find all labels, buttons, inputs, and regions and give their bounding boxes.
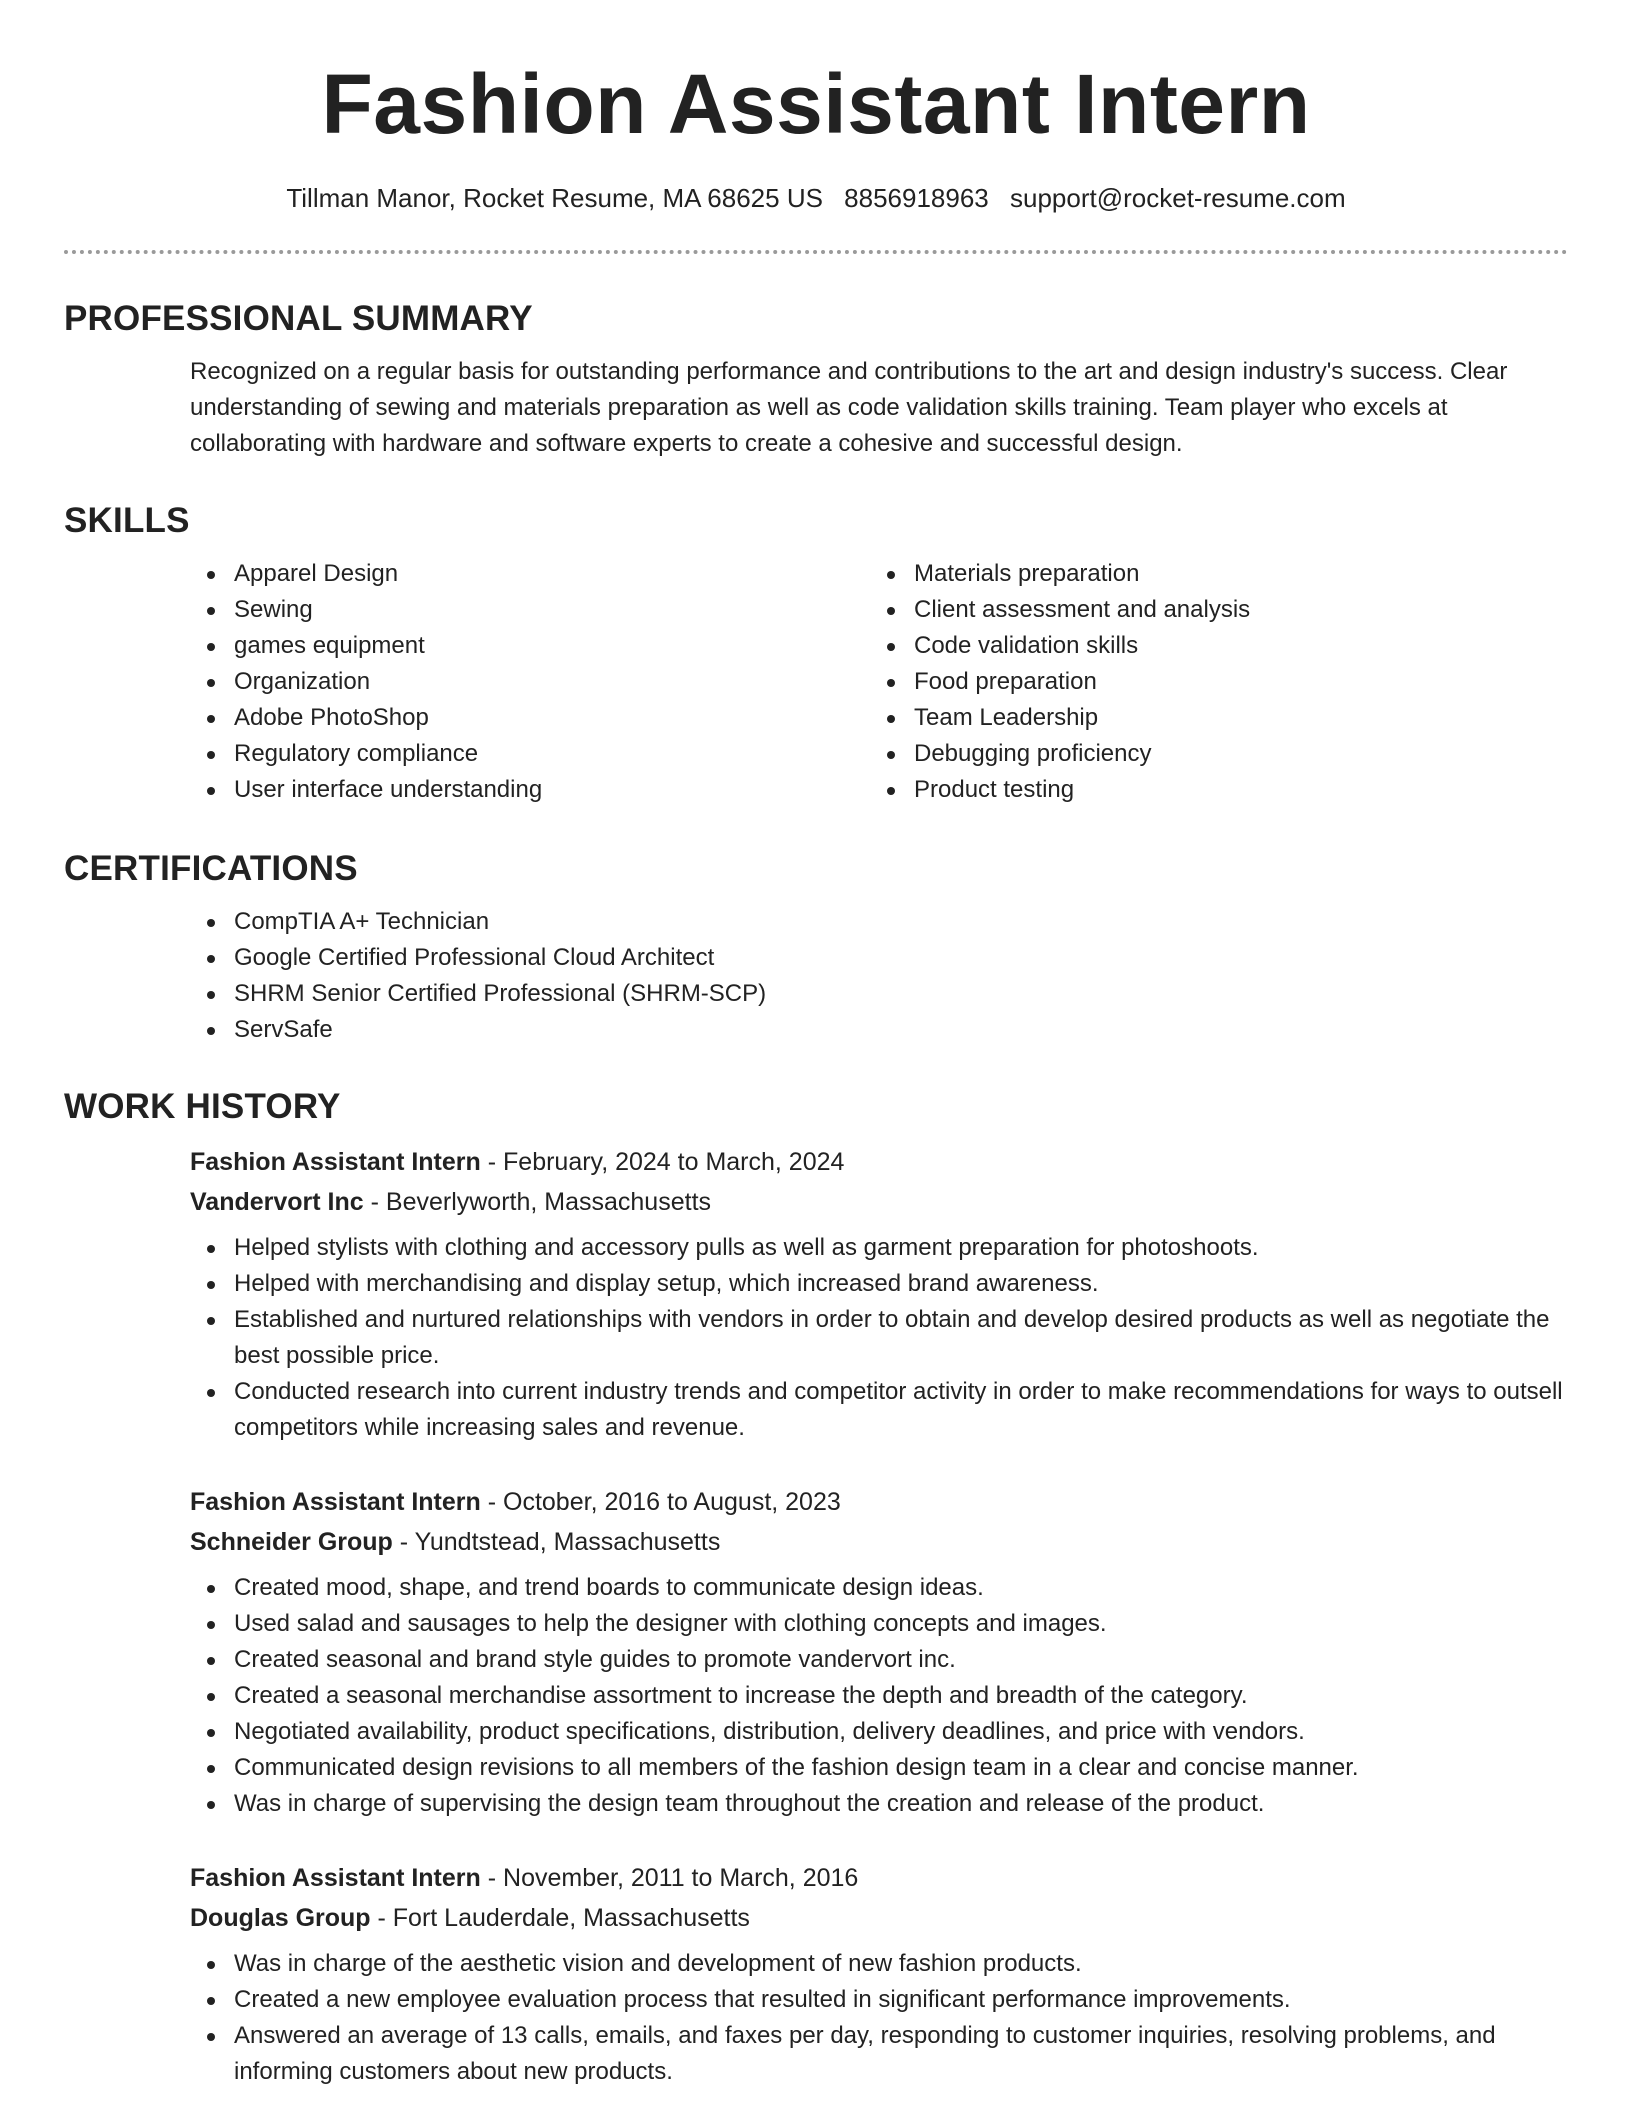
contact-email: support@rocket-resume.com xyxy=(1010,183,1346,213)
job-bullet: Created a seasonal merchandise assortment to increase the depth and breadth of the category. xyxy=(234,1678,1568,1714)
certifications-list xyxy=(64,904,1568,1048)
skill-item: Apparel Design xyxy=(234,556,744,592)
certification-item: Google Certified Professional Cloud Architect xyxy=(234,940,1568,976)
contact-phone: 8856918963 xyxy=(844,183,989,213)
skills-section xyxy=(64,498,1568,808)
job-dates: - October, 2016 to August, 2023 xyxy=(480,1488,841,1516)
skill-item: games equipment xyxy=(234,628,744,664)
job-bullets xyxy=(190,1946,1568,2090)
work-history-section xyxy=(64,1084,1568,2090)
job-bullet: Answered an average of 13 calls, emails, and faxes per day, responding to customer inquiries, resolving problems, and informing customers about new products. xyxy=(234,2018,1568,2090)
job-dates: - February, 2024 to March, 2024 xyxy=(480,1148,845,1176)
job-company: Douglas Group xyxy=(190,1904,371,1932)
job-location: - Fort Lauderdale, Massachusetts xyxy=(370,1904,750,1932)
certification-item: ServSafe xyxy=(234,1012,1568,1048)
skill-item: Product testing xyxy=(914,772,1514,808)
job-bullet: Created mood, shape, and trend boards to communicate design ideas. xyxy=(234,1570,1568,1606)
skill-item: User interface understanding xyxy=(234,772,744,808)
skill-item: Adobe PhotoShop xyxy=(234,700,744,736)
section-heading-skills: SKILLS xyxy=(64,501,190,540)
resume-title: Fashion Assistant Intern xyxy=(321,57,1311,151)
job-title: Fashion Assistant Intern xyxy=(190,1148,481,1176)
job-bullet: Established and nurtured relationships with vendors in order to obtain and develop desired products as well as negotiate the best possible price. xyxy=(234,1302,1568,1374)
skills-columns xyxy=(64,556,1568,808)
section-heading-summary: PROFESSIONAL SUMMARY xyxy=(64,299,533,338)
job-bullet: Created seasonal and brand style guides to promote vandervort inc. xyxy=(234,1642,1568,1678)
job-bullet: Helped stylists with clothing and accessory pulls as well as garment preparation for photoshoots. xyxy=(234,1230,1568,1266)
job-location: - Yundtstead, Massachusetts xyxy=(392,1528,721,1556)
skill-item: Code validation skills xyxy=(914,628,1514,664)
summary-text: Recognized on a regular basis for outstanding performance and contributions to the art and design industry's success. Clear understanding of sewing and materials preparation as well as code validation skills training. Team player who excels at collaborating with hardware and software experts to create a cohesive and successful design. xyxy=(190,358,1508,457)
skill-item: Regulatory compliance xyxy=(234,736,744,772)
job-title: Fashion Assistant Intern xyxy=(190,1488,481,1516)
job-bullet: Communicated design revisions to all members of the fashion design team in a clear and concise manner. xyxy=(234,1750,1568,1786)
skill-item: Team Leadership xyxy=(914,700,1514,736)
job-company-line xyxy=(190,1182,1568,1222)
skill-item: Debugging proficiency xyxy=(914,736,1514,772)
job-entry xyxy=(190,1858,1568,2090)
skill-item: Organization xyxy=(234,664,744,700)
job-title-line xyxy=(190,1482,1568,1522)
job-entry xyxy=(190,1142,1568,1446)
job-title-line xyxy=(190,1142,1568,1182)
job-company: Vandervort Inc xyxy=(190,1188,364,1216)
job-bullets xyxy=(190,1230,1568,1446)
certifications-section xyxy=(64,846,1568,1048)
job-bullet: Used salad and sausages to help the designer with clothing concepts and images. xyxy=(234,1606,1568,1642)
job-location: - Beverlyworth, Massachusetts xyxy=(363,1188,712,1216)
job-title-line xyxy=(190,1858,1568,1898)
header-divider xyxy=(64,250,1568,254)
job-bullet: Negotiated availability, product specifications, distribution, delivery deadlines, and price with vendors. xyxy=(234,1714,1568,1750)
skills-list-left xyxy=(64,556,744,808)
skill-item: Sewing xyxy=(234,592,744,628)
job-entry xyxy=(190,1482,1568,1822)
section-heading-work-history: WORK HISTORY xyxy=(64,1087,341,1126)
summary-section xyxy=(64,296,1568,462)
job-bullet: Conducted research into current industry trends and competitor activity in order to make recommendations for ways to outsell competitors while increasing sales and revenue. xyxy=(234,1374,1568,1446)
job-bullets xyxy=(190,1570,1568,1822)
contact-line xyxy=(0,178,1632,218)
skills-list-right xyxy=(744,556,1514,808)
certification-item: CompTIA A+ Technician xyxy=(234,904,1568,940)
job-bullet: Was in charge of the aesthetic vision and development of new fashion products. xyxy=(234,1946,1568,1982)
job-bullet: Helped with merchandising and display setup, which increased brand awareness. xyxy=(234,1266,1568,1302)
job-title: Fashion Assistant Intern xyxy=(190,1864,481,1892)
job-company-line xyxy=(190,1898,1568,1938)
skill-item: Food preparation xyxy=(914,664,1514,700)
contact-address: Tillman Manor, Rocket Resume, MA 68625 US xyxy=(286,183,823,213)
job-dates: - November, 2011 to March, 2016 xyxy=(480,1864,859,1892)
job-bullet: Created a new employee evaluation process that resulted in significant performance improvements. xyxy=(234,1982,1568,2018)
job-company-line xyxy=(190,1522,1568,1562)
job-company: Schneider Group xyxy=(190,1528,393,1556)
skill-item: Client assessment and analysis xyxy=(914,592,1514,628)
certification-item: SHRM Senior Certified Professional (SHRM-SCP) xyxy=(234,976,1568,1012)
job-bullet: Was in charge of supervising the design team throughout the creation and release of the product. xyxy=(234,1786,1568,1822)
section-heading-certifications: CERTIFICATIONS xyxy=(64,849,358,888)
skill-item: Materials preparation xyxy=(914,556,1514,592)
